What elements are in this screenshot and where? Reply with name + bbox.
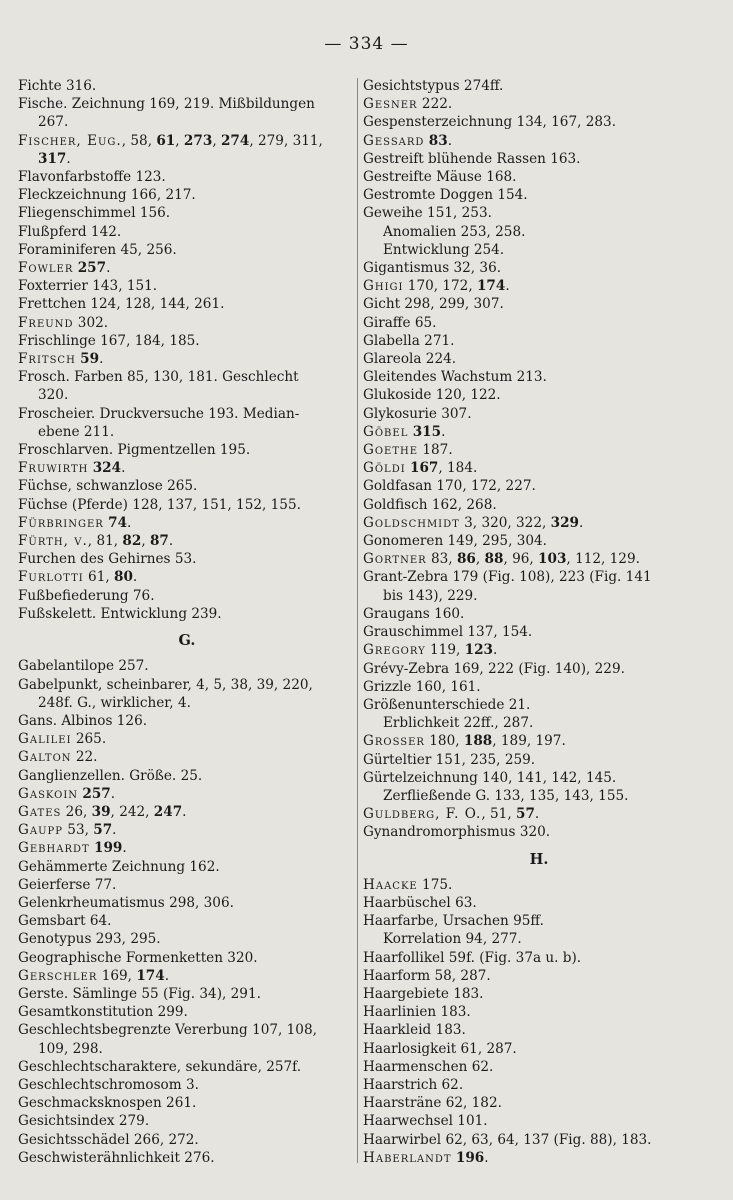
index-entry: Haarbüschel 63. [363, 894, 477, 911]
index-entry: Gelenkrheumatismus 298, 306. [18, 894, 234, 911]
index-entry: Geschmacksknospen 261. [18, 1095, 197, 1112]
index-entry: Geschwisterähnlichkeit 276. [18, 1149, 215, 1166]
index-subentry: Anomalien 253, 258. [383, 223, 526, 240]
index-entry: Gortner 83, 86, 88, 96, 103, 112, 129. [363, 551, 640, 568]
index-entry: Goldschmidt 3, 320, 322, 329. [363, 514, 584, 531]
index-entry: Flavonfarbstoffe 123. [18, 169, 166, 186]
index-column-left [18, 77, 356, 1167]
index-entry: Gerste. Sämlinge 55 (Fig. 34), 291. [18, 985, 261, 1002]
index-entry: Haarfarbe, Ursachen 95ff. [363, 913, 544, 930]
index-entry: Gans. Albinos 126. [18, 712, 148, 729]
index-entry: Gabelpunkt, scheinbarer, 4, 5, 38, 39, 220, [18, 676, 313, 693]
index-entry: Haberlandt 196. [363, 1149, 489, 1166]
index-entry: Frettchen 124, 128, 144, 261. [18, 296, 225, 313]
index-subentry: Entwicklung 254. [383, 241, 505, 258]
index-entry: Geschlechtschromosom 3. [18, 1076, 199, 1093]
index-entry: Gehämmerte Zeichnung 162. [18, 858, 220, 875]
index-entry: Glareola 224. [363, 351, 457, 368]
index-entry: Fritsch 59. [18, 351, 104, 368]
index-subentry: 109, 298. [38, 1040, 103, 1057]
index-entry: Gebhardt 199. [18, 840, 127, 857]
index-entry: Gregory 119, 123. [363, 642, 498, 659]
index-subentry: 317. [38, 150, 71, 167]
index-entry: Galton 22. [18, 749, 98, 766]
index-subentry: Zerfließende G. 133, 135, 143, 155. [383, 787, 629, 804]
index-entry: Gespensterzeichnung 134, 167, 283. [363, 114, 617, 131]
index-entry: Fichte 316. [18, 78, 97, 94]
index-entry: Furchen des Gehirnes 53. [18, 551, 197, 568]
index-entry: Geierferse 77. [18, 876, 117, 893]
index-entry: Fische. Zeichnung 169, 219. Mißbildungen [18, 96, 315, 113]
index-entry: Gestreifte Mäuse 168. [363, 169, 517, 186]
index-entry: Haacke 175. [363, 876, 453, 893]
index-entry: Gynandromorphismus 320. [363, 824, 551, 841]
index-entry: Gestromte Doggen 154. [363, 187, 528, 204]
index-subentry: bis 143), 229. [383, 587, 478, 604]
index-entry: Fußskelett. Entwicklung 239. [18, 605, 222, 622]
index-entry: Geschlechtscharaktere, sekundäre, 257f. [18, 1058, 302, 1075]
index-entry: Gates 26, 39, 242, 247. [18, 803, 187, 820]
index-entry: Goldfasan 170, 172, 227. [363, 478, 536, 495]
index-entry: Gesichtstypus 274ff. [363, 78, 504, 94]
index-entry: Füchse (Pferde) 128, 137, 151, 152, 155. [18, 496, 301, 513]
index-entry: Glykosurie 307. [363, 405, 472, 422]
index-entry: Genotypus 293, 295. [18, 931, 161, 948]
index-entry: Haarmenschen 62. [363, 1058, 494, 1075]
index-entry: Gesichtsschädel 266, 272. [18, 1131, 199, 1148]
index-entry: Gesichtsindex 279. [18, 1113, 150, 1130]
index-entry: Foxterrier 143, 151. [18, 278, 158, 295]
index-entry: Geographische Formenketten 320. [18, 949, 258, 966]
index-entry: Fruwirth 324. [18, 460, 126, 477]
index-entry: Haargebiete 183. [363, 985, 484, 1002]
index-entry: Grauschimmel 137, 154. [363, 624, 533, 641]
index-entry: Giraffe 65. [363, 314, 437, 331]
index-entry: Haarfollikel 59f. (Fig. 37a u. b). [363, 949, 582, 966]
index-entry: Frischlinge 167, 184, 185. [18, 332, 200, 349]
index-entry: Gonomeren 149, 295, 304. [363, 533, 547, 550]
index-entry: Haarsträne 62, 182. [363, 1095, 502, 1112]
index-entry: Glukoside 120, 122. [363, 387, 501, 404]
index-entry: Grant-Zebra 179 (Fig. 108), 223 (Fig. 141 [363, 569, 652, 586]
index-entry: Haarform 58, 287. [363, 967, 491, 984]
index-subentry: 320. [38, 387, 69, 404]
index-entry: Gessard 83. [363, 132, 453, 149]
index-entry: Furlotti 61, 80. [18, 569, 138, 586]
section-heading: H. [529, 850, 549, 868]
index-entry: Ganglienzellen. Größe. 25. [18, 767, 203, 784]
index-entry: Freund 302. [18, 314, 109, 331]
index-subentry: Erblichkeit 22ff., 287. [383, 715, 534, 732]
index-entry: Grévy-Zebra 169, 222 (Fig. 140), 229. [363, 660, 625, 677]
index-entry: Fleckzeichnung 166, 217. [18, 187, 196, 204]
index-entry: Grizzle 160, 161. [363, 678, 481, 695]
index-entry: Fowler 257. [18, 260, 111, 277]
index-entry: Graugans 160. [363, 605, 465, 622]
index-entry: Ghigi 170, 172, 174. [363, 278, 510, 295]
index-entry: Gestreift blühende Rassen 163. [363, 150, 581, 167]
index-entry: Haarkleid 183. [363, 1022, 466, 1039]
index-entry: Frosch. Farben 85, 130, 181. Geschlecht [18, 369, 299, 386]
section-heading: G. [178, 632, 196, 650]
index-entry: Füchse, schwanzlose 265. [18, 478, 198, 495]
index-entry: Gerschler 169, 174. [18, 967, 170, 984]
index-subentry: ebene 211. [38, 423, 115, 440]
index-entry: Göbel 315. [363, 423, 446, 440]
column-divider [357, 78, 358, 1163]
index-entry: Froscheier. Druckversuche 193. Median- [18, 405, 300, 422]
index-entry: Grosser 180, 188, 189, 197. [363, 733, 566, 750]
index-entry: Haarlosigkeit 61, 287. [363, 1040, 517, 1057]
index-entry: Galilei 265. [18, 731, 107, 748]
index-entry: Fürth, v., 81, 82, 87. [18, 533, 174, 550]
index-subentry: 267. [38, 114, 69, 131]
index-entry: Fliegenschimmel 156. [18, 205, 171, 222]
index-entry: Gaskoin 257. [18, 785, 116, 802]
index-entry: Geweihe 151, 253. [363, 205, 492, 222]
index-entry: Geschlechtsbegrenzte Vererbung 107, 108, [18, 1022, 317, 1039]
index-entry: Foraminiferen 45, 256. [18, 241, 177, 258]
index-entry: Goethe 187. [363, 442, 453, 459]
index-entry: Froschlarven. Pigmentzellen 195. [18, 442, 251, 459]
index-entry: Größenunterschiede 21. [363, 696, 531, 713]
index-entry: Haarwechsel 101. [363, 1113, 488, 1130]
index-entry: Guldberg, F. O., 51, 57. [363, 806, 540, 823]
index-entry: Gigantismus 32, 36. [363, 260, 502, 277]
index-entry: Goldfisch 162, 268. [363, 496, 497, 513]
index-entry: Göldi 167, 184. [363, 460, 478, 477]
index-entry: Haarwirbel 62, 63, 64, 137 (Fig. 88), 183. [363, 1131, 652, 1148]
index-entry: Fürbringer 74. [18, 514, 132, 531]
page-number: — 334 — [324, 34, 409, 54]
index-subentry: Korrelation 94, 277. [383, 931, 522, 948]
index-entry: Gesner 222. [363, 96, 453, 113]
index-entry: Gabelantilope 257. [18, 658, 149, 675]
index-entry: Flußpferd 142. [18, 223, 122, 240]
index-entry: Gürtelzeichnung 140, 141, 142, 145. [363, 769, 617, 786]
index-entry: Gleitendes Wachstum 213. [363, 369, 547, 386]
index-entry: Haarstrich 62. [363, 1076, 464, 1093]
index-entry: Gaupp 53, 57. [18, 822, 117, 839]
index-entry: Gemsbart 64. [18, 913, 112, 930]
index-entry: Haarlinien 183. [363, 1004, 471, 1021]
index-entry: Gürteltier 151, 235, 259. [363, 751, 536, 768]
index-entry: Gicht 298, 299, 307. [363, 296, 504, 313]
index-entry: Gesamtkonstitution 299. [18, 1004, 188, 1021]
index-column-right [363, 77, 715, 1167]
index-subentry: 248f. G., wirklicher, 4. [38, 694, 191, 711]
index-entry: Fischer, Eug., 58, 61, 273, 274, 279, 311, [18, 132, 323, 149]
index-entry: Glabella 271. [363, 332, 455, 349]
index-entry: Fußbefiederung 76. [18, 587, 155, 604]
